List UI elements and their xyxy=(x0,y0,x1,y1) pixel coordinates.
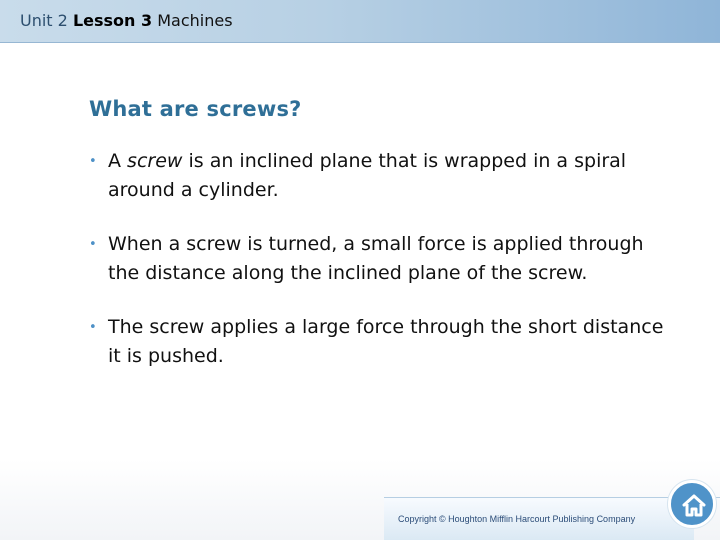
unit-label: Unit 2 xyxy=(20,11,68,30)
bullet-dot-icon: • xyxy=(89,154,97,169)
lesson-header xyxy=(0,0,720,43)
bullet-dot-icon: • xyxy=(89,320,97,335)
bullet-emphasis: screw xyxy=(127,150,183,172)
bullet-item xyxy=(89,147,679,205)
bullet-item xyxy=(89,230,679,288)
slide-title: What are screws? xyxy=(89,97,302,121)
bullet-dot-icon: • xyxy=(89,237,97,252)
topic-label: Machines xyxy=(157,11,233,30)
bullet-text xyxy=(108,147,679,205)
copyright-text: Copyright © Houghton Mifflin Harcourt Publishing Company xyxy=(398,514,636,524)
lesson-label: Lesson 3 xyxy=(72,11,153,30)
home-icon xyxy=(680,491,708,519)
bullet-list xyxy=(89,147,679,371)
bullet-text-after: is an inclined plane that is wrapped in a spiral around a cylinder. xyxy=(108,150,627,201)
home-button[interactable] xyxy=(668,480,716,528)
bullet-item xyxy=(89,313,679,371)
header-text xyxy=(20,11,233,31)
bullet-text: The screw applies a large force through the short distance it is pushed. xyxy=(108,316,664,367)
bullet-text-before: A xyxy=(108,150,128,172)
bullet-text: When a screw is turned, a small force is applied through the distance along the inclined plane of the screw. xyxy=(108,233,644,284)
